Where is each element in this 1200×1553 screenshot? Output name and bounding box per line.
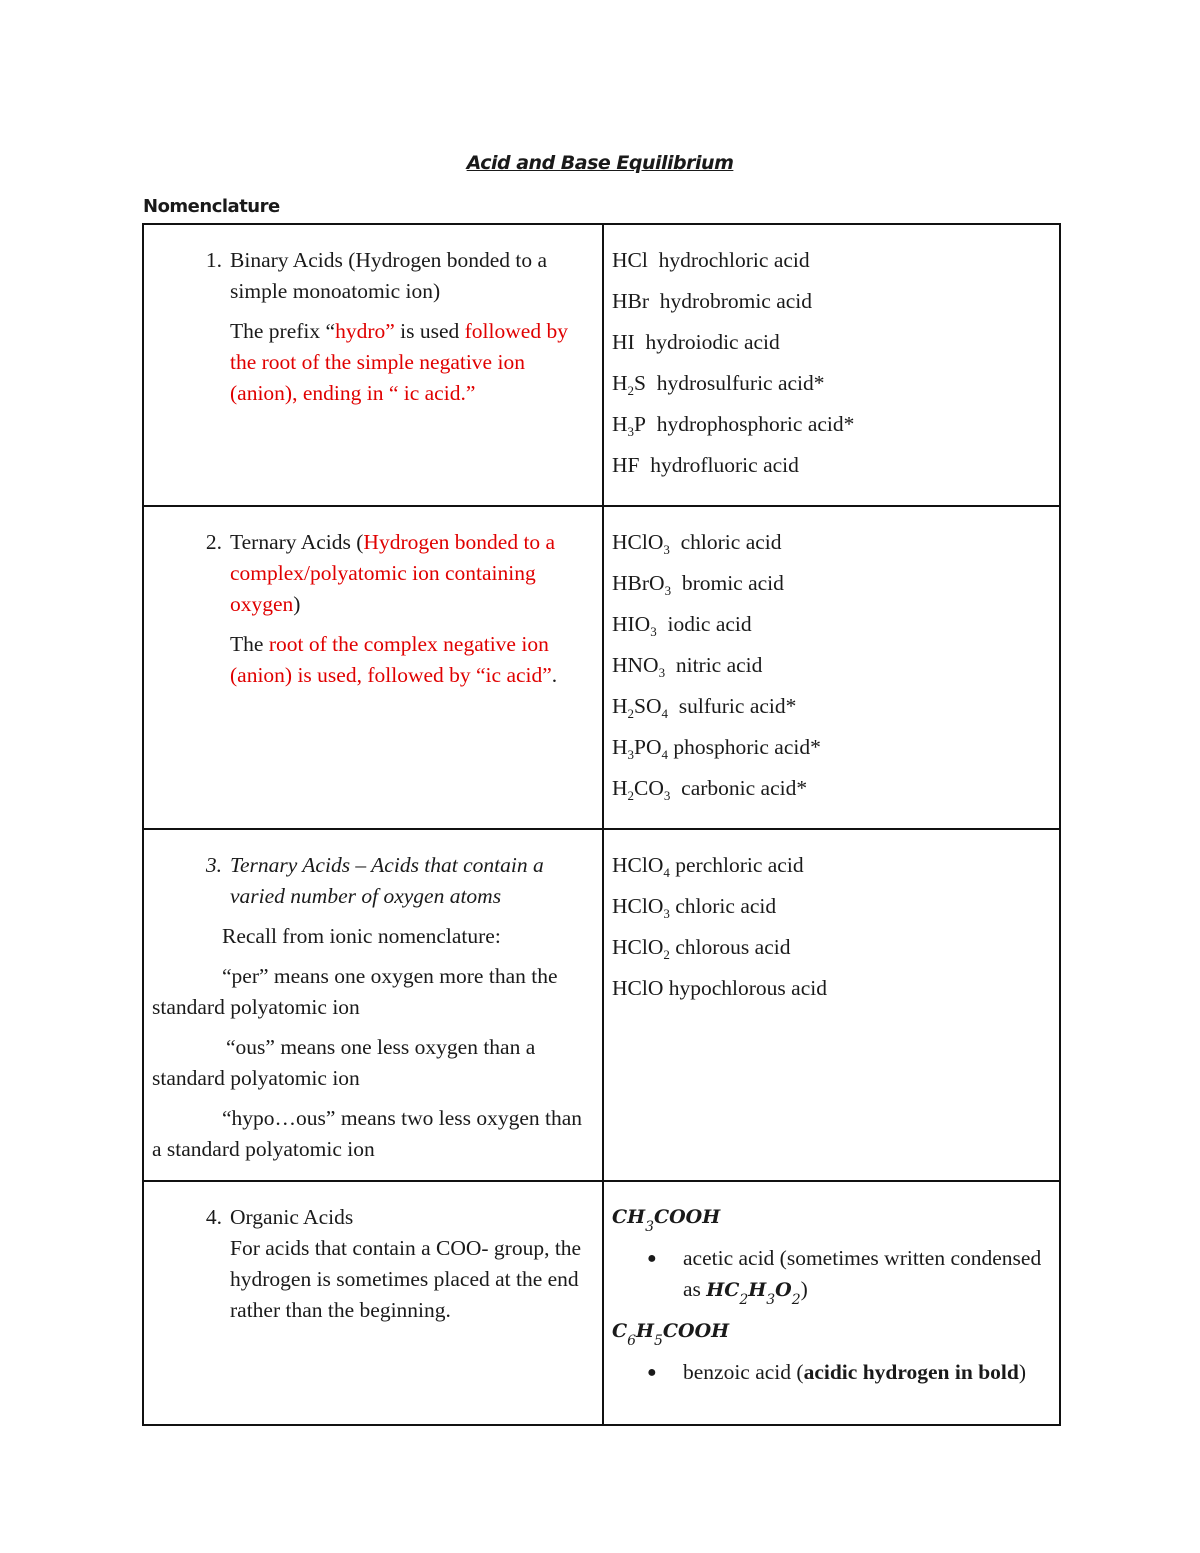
acid-entry: $H_2S$ hydrosulfuric acid*	[612, 371, 825, 398]
bullet-icon: ●	[647, 1250, 657, 1267]
bullet-acetic: ● acetic acid (sometimes written condensed as $HC_2H_3O_2$)	[612, 1243, 1049, 1306]
section-heading: Nomenclature	[143, 196, 280, 217]
table-row	[143, 829, 1060, 1181]
acid-entry: $H_3P$ hydrophosphoric acid*	[612, 412, 855, 439]
ous-rule: “ous” means one less oxygen than a standard polyatomic ion	[152, 1035, 536, 1090]
acid-entry: $HIO_3$ iodic acid	[612, 612, 752, 639]
acid-entry: HClO$_2$ chlorous acid	[612, 935, 791, 962]
nomenclature-table	[142, 223, 1061, 1426]
left-cell	[143, 829, 603, 1181]
acid-entry: HCl hydrochloric acid	[612, 248, 810, 272]
formula-benzoic: $C_6H_5COOH$	[612, 1320, 730, 1349]
item-heading: Ternary Acids (Hydrogen bonded to a complex/polyatomic ion containing oxygen)	[230, 530, 556, 616]
right-cell	[603, 829, 1060, 1181]
item-number: 1.	[205, 248, 222, 272]
acid-entry: $H_2CO_3$ carbonic acid*	[612, 776, 808, 803]
bullet-benzoic: ● benzoic acid (acidic hydrogen in bold)	[612, 1357, 1049, 1388]
acid-entry: HClO hypochlorous acid	[612, 976, 827, 1000]
per-rule: “per” means one oxygen more than the standard polyatomic ion	[152, 964, 558, 1019]
hypo-ous-rule: “hypo…ous” means two less oxygen than a standard polyatomic ion	[152, 1106, 583, 1161]
item-number: 2.	[205, 530, 222, 554]
acid-entry: HClO$_4$ perchloric acid	[612, 853, 804, 880]
item-heading: Organic Acids	[230, 1205, 354, 1229]
left-cell	[143, 506, 603, 829]
document-title: Acid and Base Equilibrium	[466, 152, 734, 174]
item-number: 3.	[205, 853, 222, 877]
item-body: For acids that contain a COO- group, the hydrogen is sometimes placed at the end rather than the beginning.	[230, 1236, 582, 1322]
bullet-icon: ●	[647, 1364, 657, 1381]
acid-entry: HBr hydrobromic acid	[612, 289, 813, 313]
rule-text: The prefix “hydro” is used followed by the root of the simple negative ion (anion), ending in “ ic acid.”	[230, 319, 568, 405]
acid-entry: $H_2SO_4$ sulfuric acid*	[612, 694, 797, 721]
acid-entry: $H_3PO_4$ phosphoric acid*	[612, 735, 821, 762]
acid-entry: HClO$_3$ chloric acid	[612, 530, 782, 557]
acid-entry: HBrO$_3$ bromic acid	[612, 571, 784, 598]
item-heading: Binary Acids (Hydrogen bonded to a simple monoatomic ion)	[230, 248, 548, 303]
acid-entry: HF hydrofluoric acid	[612, 453, 799, 477]
left-cell	[143, 1181, 603, 1425]
acid-entry: $HNO_3$ nitric acid	[612, 653, 763, 680]
rule-text: The root of the complex negative ion (anion) is used, followed by “ic acid”.	[230, 632, 558, 687]
right-cell	[603, 506, 1060, 829]
acid-entry: HI hydroiodic acid	[612, 330, 780, 354]
acid-entry: HClO$_3$ chloric acid	[612, 894, 777, 921]
item-number: 4.	[205, 1205, 222, 1229]
table-row	[143, 506, 1060, 829]
left-cell	[143, 224, 603, 506]
item-heading: Ternary Acids – Acids that contain a varied number of oxygen atoms	[230, 853, 544, 908]
table-row	[143, 1181, 1060, 1425]
recall-text: Recall from ionic nomenclature:	[222, 924, 501, 948]
table-row	[143, 224, 1060, 506]
right-cell	[603, 1181, 1060, 1425]
right-cell	[603, 224, 1060, 506]
formula-acetic: $CH_3COOH$	[612, 1206, 721, 1235]
